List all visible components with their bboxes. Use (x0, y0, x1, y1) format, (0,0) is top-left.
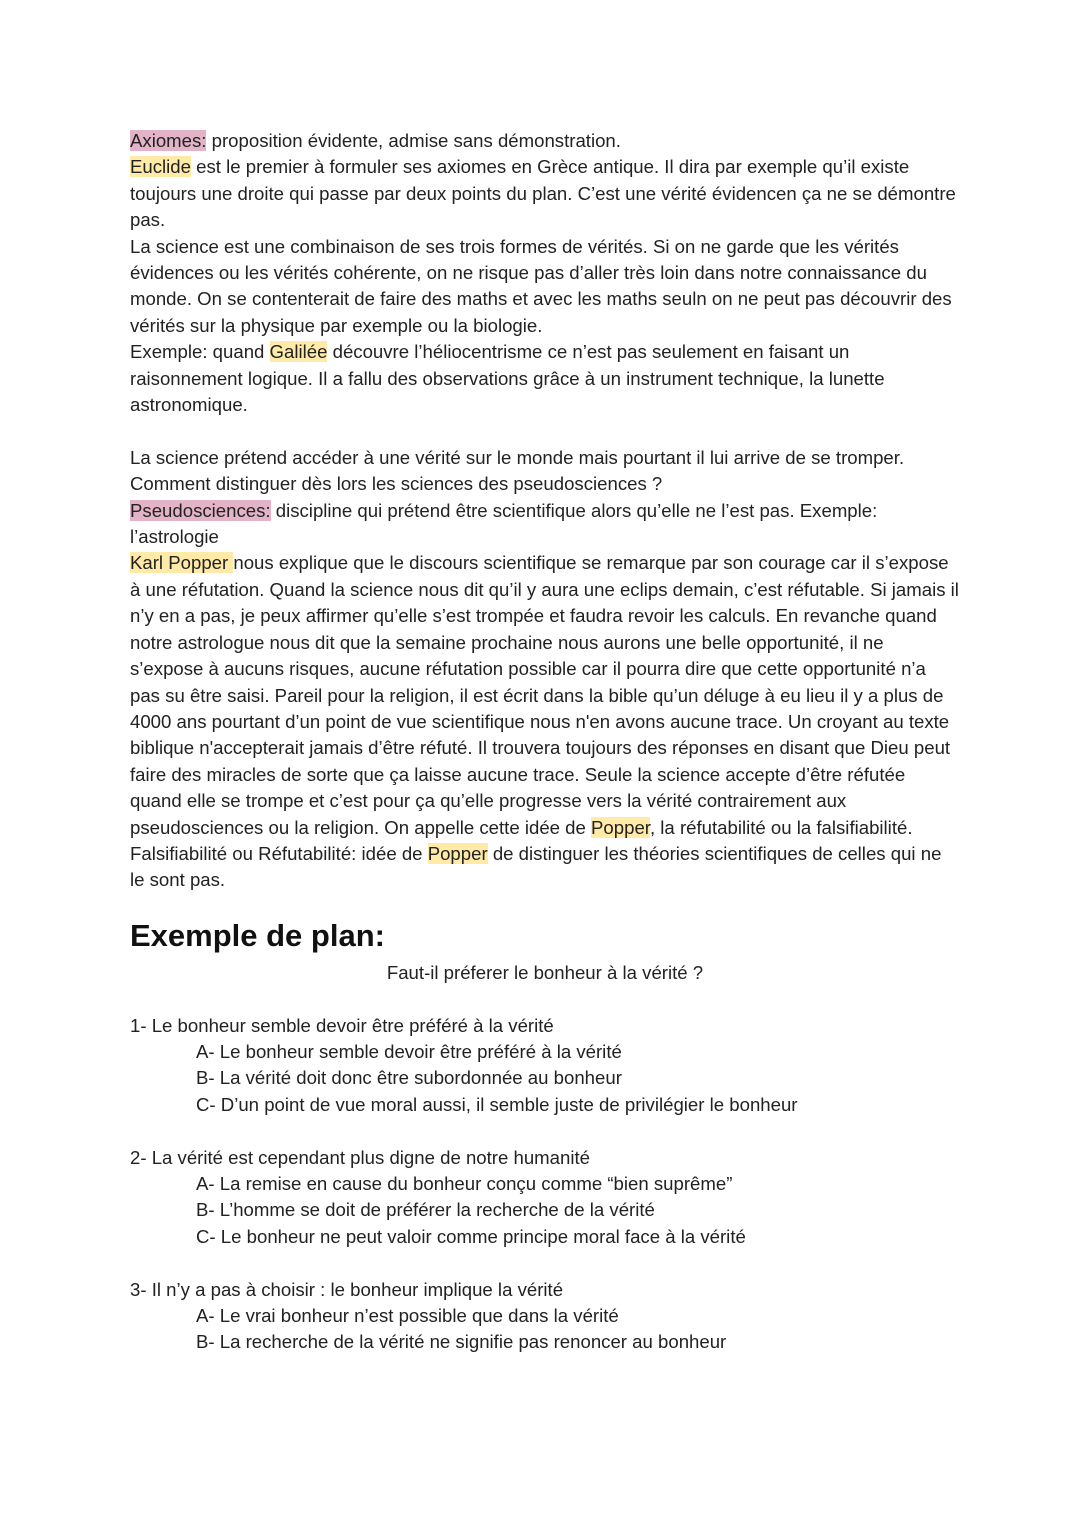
plan-subpart: A- Le bonheur semble devoir être préféré à la vérité (196, 1040, 622, 1062)
euclide-name: Euclide (130, 156, 191, 178)
axiomes-paragraph (130, 128, 960, 154)
karl-popper-name: Karl Popper (130, 552, 234, 574)
section-spacer (130, 986, 960, 1012)
euclide-text: est le premier à formuler ses axiomes en Grèce antique. Il dira par exemple qu’il existe toujours une droite qui passe par deux points du plan. C’est une vérité évidencen ça ne se démontre pas. (130, 156, 956, 231)
plan-subpart: C- D’un point de vue moral aussi, il semble juste de privilégier le bonheur (196, 1093, 798, 1115)
plan-subpart: B- La vérité doit donc être subordonnée au bonheur (196, 1067, 622, 1089)
axiomes-definition: proposition évidente, admise sans démonstration. (206, 130, 621, 151)
falsif-before: Falsifiabilité ou Réfutabilité: idée de (130, 842, 428, 864)
plan-part-2 (130, 1145, 960, 1251)
pseudosciences-definition: discipline qui prétend être scientifique alors qu’elle ne l’est pas. Exemple: l’astrologie (130, 499, 878, 548)
popper-name-2: Popper (591, 816, 650, 838)
popper-paragraph (130, 550, 960, 840)
paragraph-spacer (130, 418, 960, 444)
popper-text: nous explique que le discours scientifique se remarque par son courage car il s’expose à une réfutation. Quand la science nous dit qu’il y aura une eclips demain, c’est réfutable. Si jamais il n’y en a pas, je peux affirmer qu’elle s’est trompée et faudra revoir les calculs. En revanche quand notre astrologue nous dit que la semaine prochaine nous aurons une belle opportunité, il ne s’expose à aucuns risques, aucune réfutation possible car il pourra dire que cette opportunité n’a pas su être saisi. Pareil pour la religion, il est écrit dans la bible qu’un déluge à eu lieu il y a plus de 4000 ans pourtant d’un point de vue scientifique nous n'en avons aucune trace. Un croyant au texte biblique n'accepterait jamais d’être réfuté. Il trouvera toujours des réponses en disant que Dieu peut faire des miracles de sorte que ça laisse aucune trace. Seule la science accepte d’être réfutée quand elle se trompe et c’est pour ça qu’elle progresse vers la vérité contrairement aux pseudosciences ou la religion. On appelle cette idée de (130, 552, 959, 838)
galilee-paragraph (130, 339, 960, 418)
euclide-paragraph (130, 154, 960, 233)
popper-name-3: Popper (427, 842, 488, 864)
popper-end: , la réfutabilité ou la falsifiabilité. (649, 816, 913, 838)
section-spacer (130, 1118, 960, 1144)
section-spacer (130, 1250, 960, 1276)
axiomes-term: Axiomes: (130, 130, 207, 151)
plan-subject: Faut-il préferer le bonheur à la vérité ? (386, 961, 704, 983)
plan-subpart: B- La recherche de la vérité ne signifie pas renoncer au bonheur (196, 1331, 727, 1353)
galilee-before: Exemple: quand (130, 341, 270, 363)
science-paragraph: La science est une combinaison de ses trois formes de vérités. Si on ne garde que les vérités évidences ou les vérités cohérente, on ne risque pas d’aller très loin dans notre connaissance du monde. On se contenterait de faire des maths et avec les maths seuln on ne peut pas découvrir des vérités sur la physique par exemple ou la biologie. (130, 235, 952, 336)
pseudosciences-term: Pseudosciences: (130, 499, 271, 521)
galilee-after: découvre l’héliocentrisme ce n’est pas seulement en faisant un raisonnement logique. Il a fallu des observations grâce à un instrument technique, la lunette astronomique. (130, 341, 885, 416)
falsif-after: de distinguer les théories scientifiques de celles qui ne le sont pas. (130, 842, 942, 891)
plan-part-title: 2- La vérité est cependant plus digne de notre humanité (130, 1146, 590, 1168)
plan-subpart: B- L’homme se doit de préférer la recherche de la vérité (196, 1199, 655, 1221)
document-page (130, 128, 960, 1356)
plan-subpart: C- Le bonheur ne peut valoir comme principe moral face à la vérité (196, 1225, 746, 1247)
plan-part-3 (130, 1277, 960, 1356)
plan-part-title: 1- Le bonheur semble devoir être préféré à la vérité (130, 1014, 554, 1036)
galilee-name: Galilée (269, 341, 328, 363)
plan-part-title: 3- Il n’y a pas à choisir : le bonheur implique la vérité (130, 1278, 564, 1300)
pseudo-definition-paragraph (130, 498, 960, 551)
plan-heading: Exemple de plan: (130, 917, 385, 953)
plan-part-1 (130, 1013, 960, 1119)
pseudo-question-paragraph: La science prétend accéder à une vérité sur le monde mais pourtant il lui arrive de se tromper. Comment distinguer dès lors les sciences des pseudosciences ? (130, 446, 905, 495)
falsifiabilite-paragraph (130, 841, 960, 894)
plan-subpart: A- La remise en cause du bonheur conçu comme “bien suprême” (196, 1172, 733, 1194)
plan-subpart: A- Le vrai bonheur n’est possible que dans la vérité (196, 1305, 619, 1326)
